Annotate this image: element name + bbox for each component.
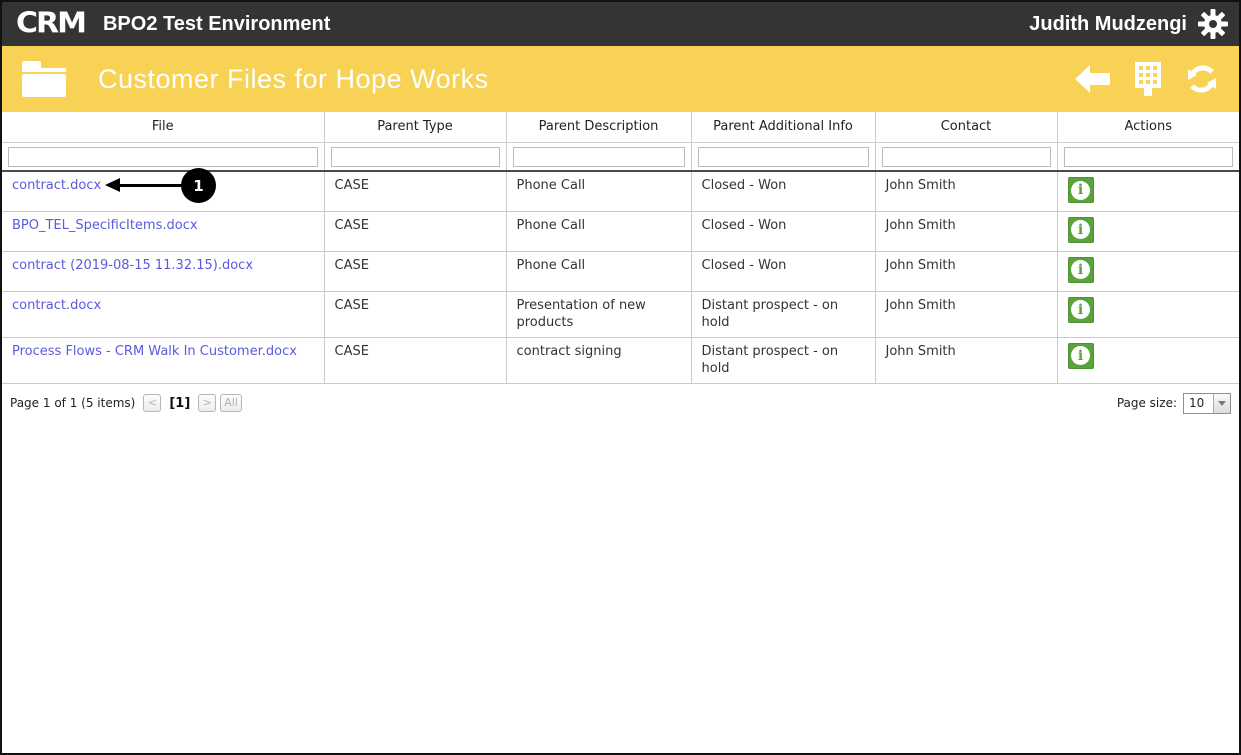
table-row [2,291,1239,337]
info-button[interactable] [1068,217,1094,243]
page-size-select[interactable]: 10 [1183,393,1231,414]
page-title: Customer Files for Hope Works [98,63,489,94]
contact-cell: John Smith [875,291,1057,337]
contact-cell: John Smith [875,337,1057,383]
parent-description-cell: Phone Call [506,211,691,251]
pager-summary: Page 1 of 1 (5 items) [10,396,136,411]
table-row [2,211,1239,251]
column-header-actions: Actions [1057,112,1239,142]
parent-additional-info-cell: Closed - Won [691,251,875,291]
parent-description-cell: Phone Call [506,251,691,291]
pager-prev-button[interactable]: < [143,394,161,412]
callout-number-badge: 1 [181,168,216,203]
chevron-down-icon[interactable] [1213,394,1230,413]
column-header-contact[interactable]: Contact [875,112,1057,142]
pager-next-button[interactable]: > [198,394,216,412]
info-icon: i [1071,220,1090,239]
contact-cell: John Smith [875,211,1057,251]
filter-input-parent-description[interactable] [513,147,685,167]
parent-description-cell: Phone Call [506,171,691,211]
refresh-icon[interactable] [1185,62,1219,96]
info-icon: i [1071,300,1090,319]
back-icon[interactable] [1075,64,1111,94]
filter-input-contact[interactable] [882,147,1051,167]
info-icon: i [1071,181,1090,200]
column-header-file[interactable]: File [2,112,324,142]
pager-bar [2,384,1239,414]
info-button[interactable] [1068,177,1094,203]
info-button[interactable] [1068,257,1094,283]
file-link[interactable]: contract.docx [12,297,102,313]
contact-cell: John Smith [875,171,1057,211]
parent-description-cell: Presentation of new products [506,291,691,337]
environment-title: BPO2 Test Environment [102,12,331,35]
info-icon: i [1071,346,1090,365]
parent-additional-info-cell: Distant prospect - on hold [691,291,875,337]
info-button[interactable] [1068,297,1094,323]
parent-description-cell: contract signing [506,337,691,383]
user-name: Judith Mudzengi [1029,12,1187,35]
info-button[interactable] [1068,343,1094,369]
table-row [2,337,1239,383]
building-icon[interactable] [1133,62,1163,96]
table-row [2,171,1239,211]
column-header-parent-additional-info[interactable]: Parent Additional Info [691,112,875,142]
parent-additional-info-cell: Closed - Won [691,211,875,251]
filter-input-parent-additional-info[interactable] [698,147,869,167]
parent-type-cell: CASE [324,337,506,383]
column-header-parent-description[interactable]: Parent Description [506,112,691,142]
parent-additional-info-cell: Distant prospect - on hold [691,337,875,383]
parent-type-cell: CASE [324,291,506,337]
page-header-banner [2,46,1239,112]
folder-icon [22,61,66,97]
file-link[interactable]: contract.docx [12,178,102,193]
parent-type-cell: CASE [324,251,506,291]
contact-cell: John Smith [875,251,1057,291]
column-header-parent-type[interactable]: Parent Type [324,112,506,142]
table-header-row [2,112,1239,142]
crm-logo: CRM [16,6,85,41]
files-table [2,112,1239,384]
gear-icon[interactable] [1197,8,1229,40]
filter-input-actions[interactable] [1064,147,1234,167]
parent-type-cell: CASE [324,171,506,211]
parent-type-cell: CASE [324,211,506,251]
file-link[interactable]: Process Flows - CRM Walk In Customer.docx [12,343,297,359]
page-size-label: Page size: [1116,396,1177,411]
file-link[interactable]: BPO_TEL_SpecificItems.docx [12,217,198,233]
pager-all-button[interactable]: All [220,394,242,412]
file-link[interactable]: contract (2019-08-15 11.32.15).docx [12,257,254,273]
table-row [2,251,1239,291]
filter-row [2,142,1239,171]
pager-current-page: [1] [169,395,191,411]
parent-additional-info-cell: Closed - Won [691,171,875,211]
info-icon: i [1071,260,1090,279]
top-bar [2,2,1239,46]
filter-input-file[interactable] [8,147,318,167]
filter-input-parent-type[interactable] [331,147,500,167]
